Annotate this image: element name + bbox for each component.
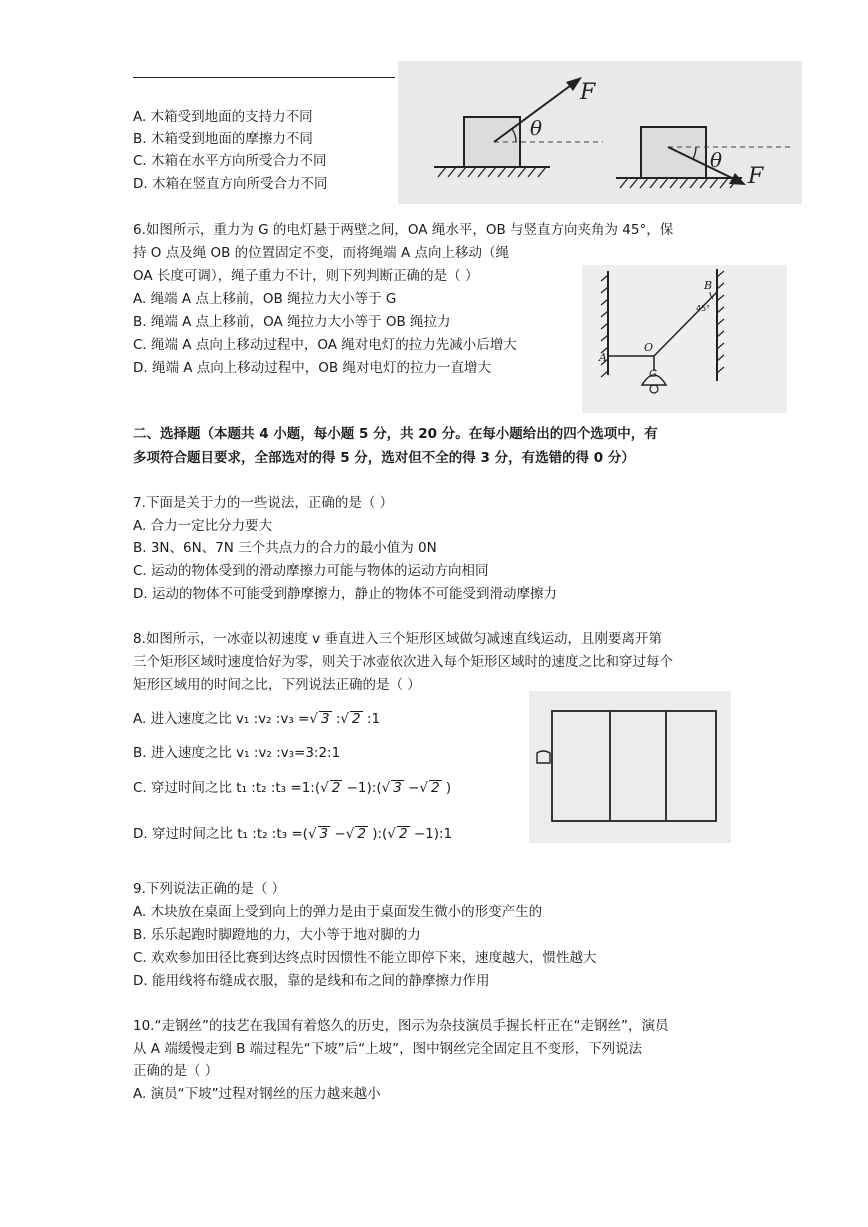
box-force-figure [398,61,802,204]
q6-option-b: B. 绳端 A 点上移前，OA 绳拉力大小等于 OB 绳拉力 [133,314,451,330]
right-force-label: F [748,164,764,189]
box-force-diagram [398,61,802,204]
q7-option-a: A. 合力一定比分力要大 [133,518,273,534]
left-box [464,117,520,167]
curling-regions-figure [529,691,731,843]
q8-stem-line-2: 三个矩形区域时速度恰好为零，则关于冰壶依次进入每个矩形区域时的速度之比和穿过每个 [133,654,673,670]
q7-option-d: D. 运动的物体不可能受到静摩擦力，静止的物体不可能受到滑动摩擦力 [133,586,557,602]
q6-option-c: C. 绳端 A 点向上移动过程中，OA 绳对电灯的拉力先减小后增大 [133,337,517,353]
point-a-label: A [599,351,607,364]
lamp-diagram [582,265,787,413]
q9-option-c: C. 欢欢参加田径比赛到达终点时因惯性不能立即停下来，速度越大，惯性越大 [133,950,597,966]
q5-option-c: C. 木箱在水平方向所受合力不同 [133,153,327,169]
q10-option-a: A. 演员“下坡”过程对钢丝的压力越来越小 [133,1086,381,1102]
q8-stem-line-3: 矩形区域用的时间之比，下列说法正确的是（ ） [133,677,421,693]
lamp-g-label: G [649,369,657,380]
q6-option-d: D. 绳端 A 点向上移动过程中，OB 绳对电灯的拉力一直增大 [133,360,491,376]
q5-option-b: B. 木箱受到地面的摩擦力不同 [133,131,313,147]
q6-option-a: A. 绳端 A 点上移前，OB 绳拉力大小等于 G [133,291,397,307]
q8-option-d: D. 穿过时间之比 t₁ :t₂ :t₃ =(√ 3 −√ 2 ):(√ 2 −1):1 [133,826,453,842]
q9-option-a: A. 木块放在桌面上受到向上的弹力是由于桌面发生微小的形变产生的 [133,904,543,920]
section2-header-line-1: 二、选择题（本题共 4 小题，每小题 5 分，共 20 分。在每小题给出的四个选项中，有 [133,426,658,442]
q10-stem-line-2: 从 A 端缓慢走到 B 端过程先“下坡”后“上坡”，图中钢丝完全固定且不变形，下列说法 [133,1041,643,1057]
q10-stem-line-1: 10.“走钢丝”的技艺在我国有着悠久的历史，图示为杂技演员手握长杆正在“走钢丝”，演员 [133,1018,669,1034]
q7-option-b: B. 3N、6N、7N 三个共点力的合力的最小值为 0N [133,540,437,556]
right-theta-label: θ [710,148,723,172]
q7-stem: 7.下面是关于力的一些说法，正确的是（ ） [133,495,394,511]
q6-stem-line-3: OA 长度可调），绳子重力不计，则下列判断正确的是（ ） [133,268,479,284]
lamp-figure [582,265,787,413]
q9-option-b: B. 乐乐起跑时脚蹬地的力，大小等于地对脚的力 [133,927,421,943]
q8-stem-line-1: 8.如图所示，一冰壶以初速度 v 垂直进入三个矩形区域做匀减速直线运动，且刚要离开第 [133,631,662,647]
q9-option-d: D. 能用线将布缝成衣服，靠的是线和布之间的静摩擦力作用 [133,973,490,989]
q6-stem-line-2: 持 O 点及绳 OB 的位置固定不变，而将绳端 A 点向上移动（绳 [133,245,509,261]
section2-header-line-2: 多项符合题目要求，全部选对的得 5 分，选对但不全的得 3 分，有选错的得 0 分） [133,450,635,466]
angle-45-label: 45° [696,304,711,313]
q5-option-d: D. 木箱在竖直方向所受合力不同 [133,176,328,192]
left-force-label: F [580,80,596,105]
left-theta-label: θ [530,116,543,140]
header-rule [133,77,395,78]
point-o-label: O [644,341,654,354]
curling-stone-icon [537,751,550,763]
q7-option-c: C. 运动的物体受到的滑动摩擦力可能与物体的运动方向相同 [133,563,489,579]
q10-stem-line-3: 正确的是（ ） [133,1063,219,1079]
q8-option-b: B. 进入速度之比 v₁ :v₂ :v₃=3:2:1 [133,745,341,761]
point-b-label: B [704,279,713,292]
q8-option-c: C. 穿过时间之比 t₁ :t₂ :t₃ =1:(√ 2 −1):(√ 3 −√ 2 ) [133,780,452,796]
q6-stem-line-1: 6.如图所示，重力为 G 的电灯悬于两壁之间，OA 绳水平，OB 与竖直方向夹角为 45°，保 [133,222,674,238]
q5-option-a: A. 木箱受到地面的支持力不同 [133,109,313,125]
q9-stem: 9.下列说法正确的是（ ） [133,881,286,897]
q8-option-a: A. 进入速度之比 v₁ :v₂ :v₃ =√ 3 :√ 2 :1 [133,711,381,727]
right-box [641,127,706,178]
curling-regions-diagram [529,691,731,843]
